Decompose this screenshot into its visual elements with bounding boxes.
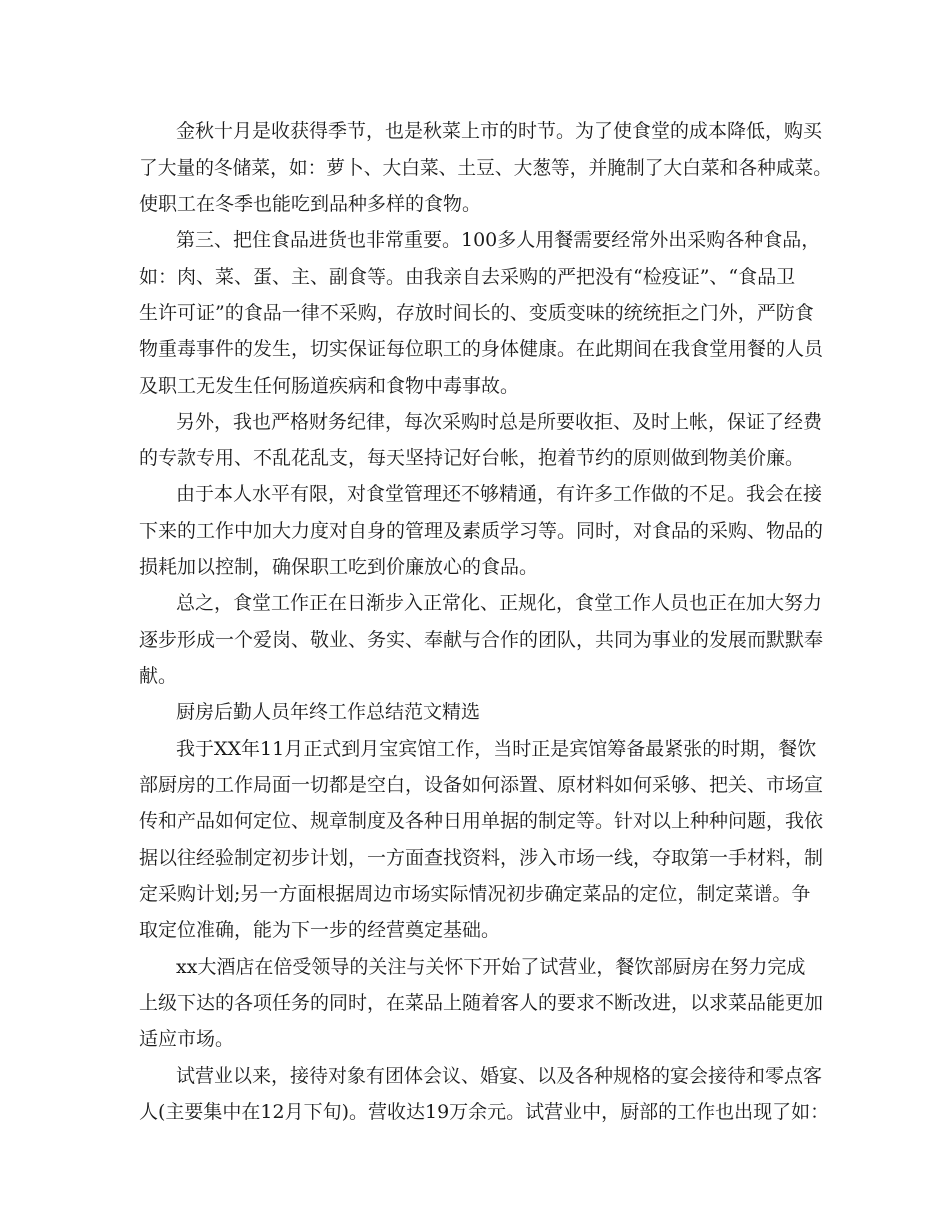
text-line: 损耗加以控制，确保职工吃到价廉放心的食品。 [139,556,539,578]
text-line: 下来的工作中加大力度对自身的管理及素质学习等。同时，对食品的采购、物品的 [139,520,824,542]
text-line: 定采购计划;另一方面根据周边市场实际情况初步确定菜品的定位，制定菜谱。争 [139,883,811,905]
text-line: 及职工无发生任何肠道疾病和食物中毒事故。 [139,375,520,397]
text-line: 我于XX年11月正式到月宝宾馆工作，当时正是宾馆筹备最紧张的时期，餐饮 [176,738,817,760]
text-line: 部厨房的工作局面一切都是空白，设备如何添置、原材料如何采够、把关、市场宣 [139,774,824,796]
text-line: 另外，我也严格财务纪律，每次采购时总是所要收拒、及时上帐，保证了经费 [176,411,823,433]
section-heading: 厨房后勤人员年终工作总结范文精选 [176,701,481,723]
text-line: 金秋十月是收获得季节，也是秋菜上市的时节。为了使食堂的成本降低，购买 [176,120,823,142]
text-line: 的专款专用、不乱花乱支，每天坚持记好台帐，抱着节约的原则做到物美价廉。 [139,447,805,469]
text-line: 生许可证”的食品一律不采购，存放时间长的、变质变味的统统拒之门外，严防食 [139,302,814,324]
text-line: 传和产品如何定位、规章制度及各种日用单据的制定等。针对以上种种问题，我依 [139,810,824,832]
text-line: 适应市场。 [139,1028,235,1050]
text-line: xx大酒店在倍受领导的关注与关怀下开始了试营业，餐饮部厨房在努力完成 [176,956,806,978]
text-line: 了大量的冬储菜，如：萝卜、大白菜、土豆、大葱等，并腌制了大白菜和各种咸菜。 [139,157,833,179]
text-line: 上级下达的各项任务的同时，在菜品上随着客人的要求不断改进，以求菜品能更加 [139,992,824,1014]
text-line: 取定位准确，能为下一步的经营奠定基础。 [139,919,501,941]
text-line: 物重毒事件的发生，切实保证每位职工的身体健康。在此期间在我食堂用餐的人员 [139,338,824,360]
text-line: 使职工在冬季也能吃到品种多样的食物。 [139,193,482,215]
text-line: 总之，食堂工作正在日渐步入正常化、正规化，食堂工作人员也正在加大努力 [176,592,823,614]
text-line: 试营业以来，接待对象有团体会议、婚宴、以及各种规格的宴会接待和零点客 [176,1065,823,1087]
text-line: 据以往经验制定初步计划，一方面查找资料，涉入市场一线，夺取第一手材料，制 [139,847,824,869]
text-line: 人(主要集中在12月下旬)。营收达19万余元。试营业中，厨部的工作也出现了如： [139,1101,830,1123]
text-line: 第三、把住食品进货也非常重要。100多人用餐需要经常外出采购各种食品， [176,229,821,251]
text-line: 由于本人水平有限，对食堂管理还不够精通，有许多工作做的不足。我会在接 [176,483,823,505]
text-line: 献。 [139,665,178,687]
text-line: 逐步形成一个爱岗、敬业、务实、奉献与合作的团队，共同为事业的发展而默默奉 [139,629,824,651]
text-line: 如：肉、菜、蛋、主、副食等。由我亲自去采购的严把没有“检疫证”、“食品卫 [139,266,796,288]
